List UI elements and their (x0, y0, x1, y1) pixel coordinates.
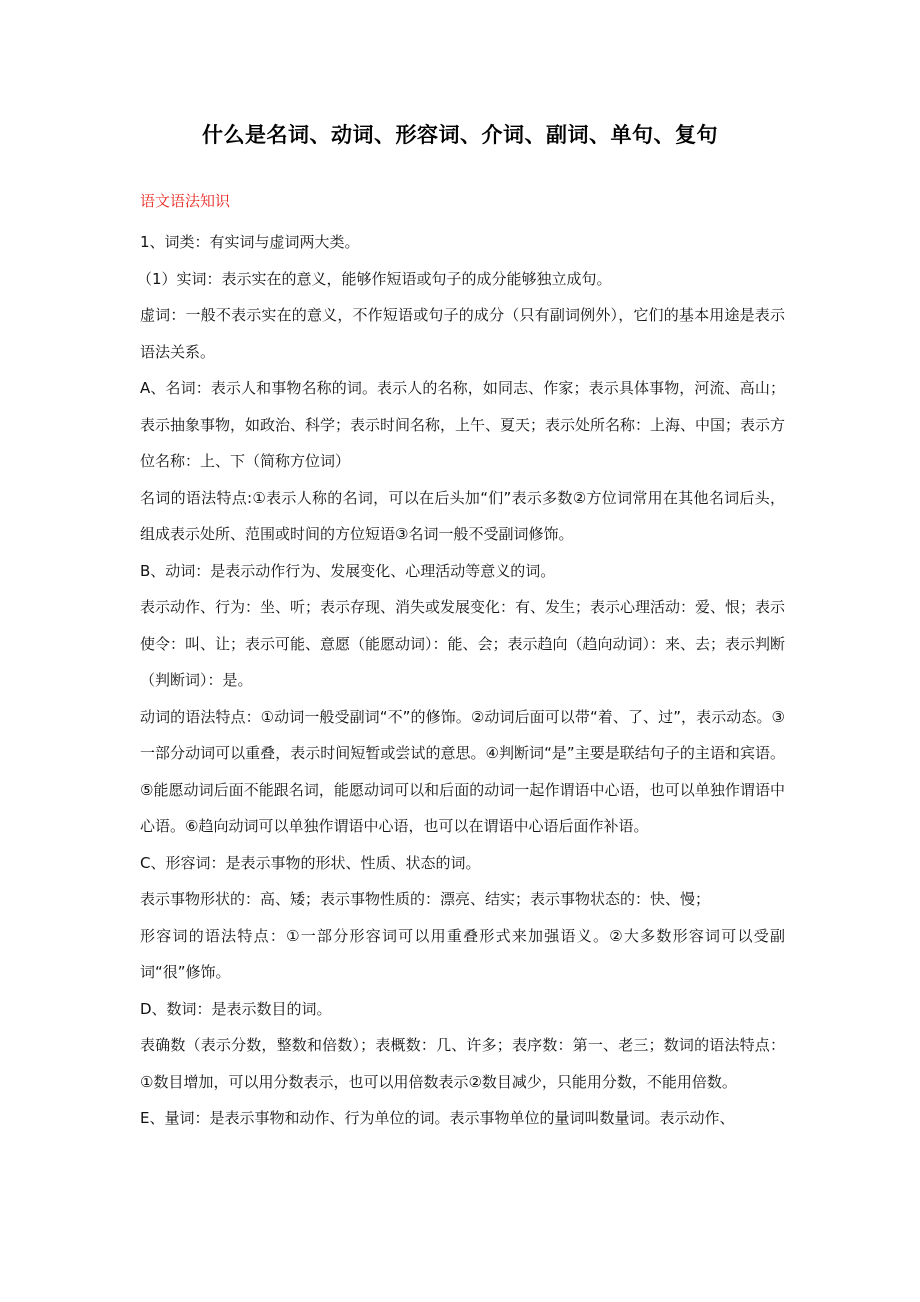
paragraph-numerals: D、数词：是表示数目的词。 (140, 999, 332, 1018)
paragraph-verb-features: 动词的语法特点：①动词一般受副词“不”的修饰。②动词后面可以带“着、了、过”，表示动态。③一部分动词可以重叠，表示时间短暂或尝试的意思。④判断词“是”主要是联结句子的主语和宾语。⑤能愿动词后面不能跟名词，能愿动词可以和后面的动词一起作谓语中心语，也可以单独作谓语中心语。⑥趋向动词可以单独作谓语中心语，也可以在谓语中心语后面作补语。 (140, 707, 785, 835)
paragraph-content-words: （1）实词：表示实在的意义，能够作短语或句子的成分能够独立成句。 (137, 269, 612, 288)
paragraph-noun-features: 名词的语法特点:①表示人称的名词，可以在后头加“们”表示多数②方位词常用在其他名词后头，组成表示处所、范围或时间的方位短语③名词一般不受副词修饰。 (140, 488, 785, 543)
paragraph-adjectives: C、形容词：是表示事物的形状、性质、状态的词。 (140, 853, 481, 872)
paragraph-adjective-types: 表示事物形状的：高、矮；表示事物性质的：漂亮、结实；表示事物状态的：快、慢； (140, 890, 711, 908)
paragraph-adjective-features: 形容词的语法特点：①一部分形容词可以用重叠形式来加强语义。②大多数形容词可以受副词“很”修饰。 (140, 926, 785, 981)
paragraph-numeral-features: 表确数（表示分数，整数和倍数）；表概数：几、许多；表序数：第一、老三；数词的语法特点：①数目增加，可以用分数表示，也可以用倍数表示②数目减少，只能用分数，不能用倍数。 (140, 1036, 785, 1091)
document-title: 什么是名词、动词、形容词、介词、副词、单句、复句 (202, 123, 718, 147)
paragraph-nouns: A、名词：表示人和事物名称的词。表示人的名称，如同志、作家；表示具体事物，河流、高山；表示抽象事物，如政治、科学；表示时间名称，上午、夏天；表示处所名称：上海、中国；表示方位名称：上、下（简称方位词） (140, 379, 786, 470)
paragraph-verb-types: 表示动作、行为：坐、听；表示存现、消失或发展变化：有、发生；表示心理活动：爱、恨；表示使令：叫、让；表示可能、意愿（能愿动词）：能、会；表示趋向（趋向动词）：来、去；表示判断（判断词）：是。 (140, 598, 786, 689)
paragraph-word-classes: 1、词类：有实词与虚词两大类。 (140, 233, 360, 251)
document-body (137, 224, 786, 1137)
paragraph-function-words: 虚词：一般不表示实在的意义，不作短语或句子的成分（只有副词例外），它们的基本用途是表示语法关系。 (140, 306, 785, 361)
paragraph-verbs: B、动词：是表示动作行为、发展变化、心理活动等意义的词。 (140, 561, 556, 580)
section-heading: 语文语法知识 (140, 192, 231, 210)
paragraph-measure-words: E、量词：是表示事物和动作、行为单位的词。表示事物单位的量词叫数量词。表示动作、 (140, 1109, 735, 1127)
